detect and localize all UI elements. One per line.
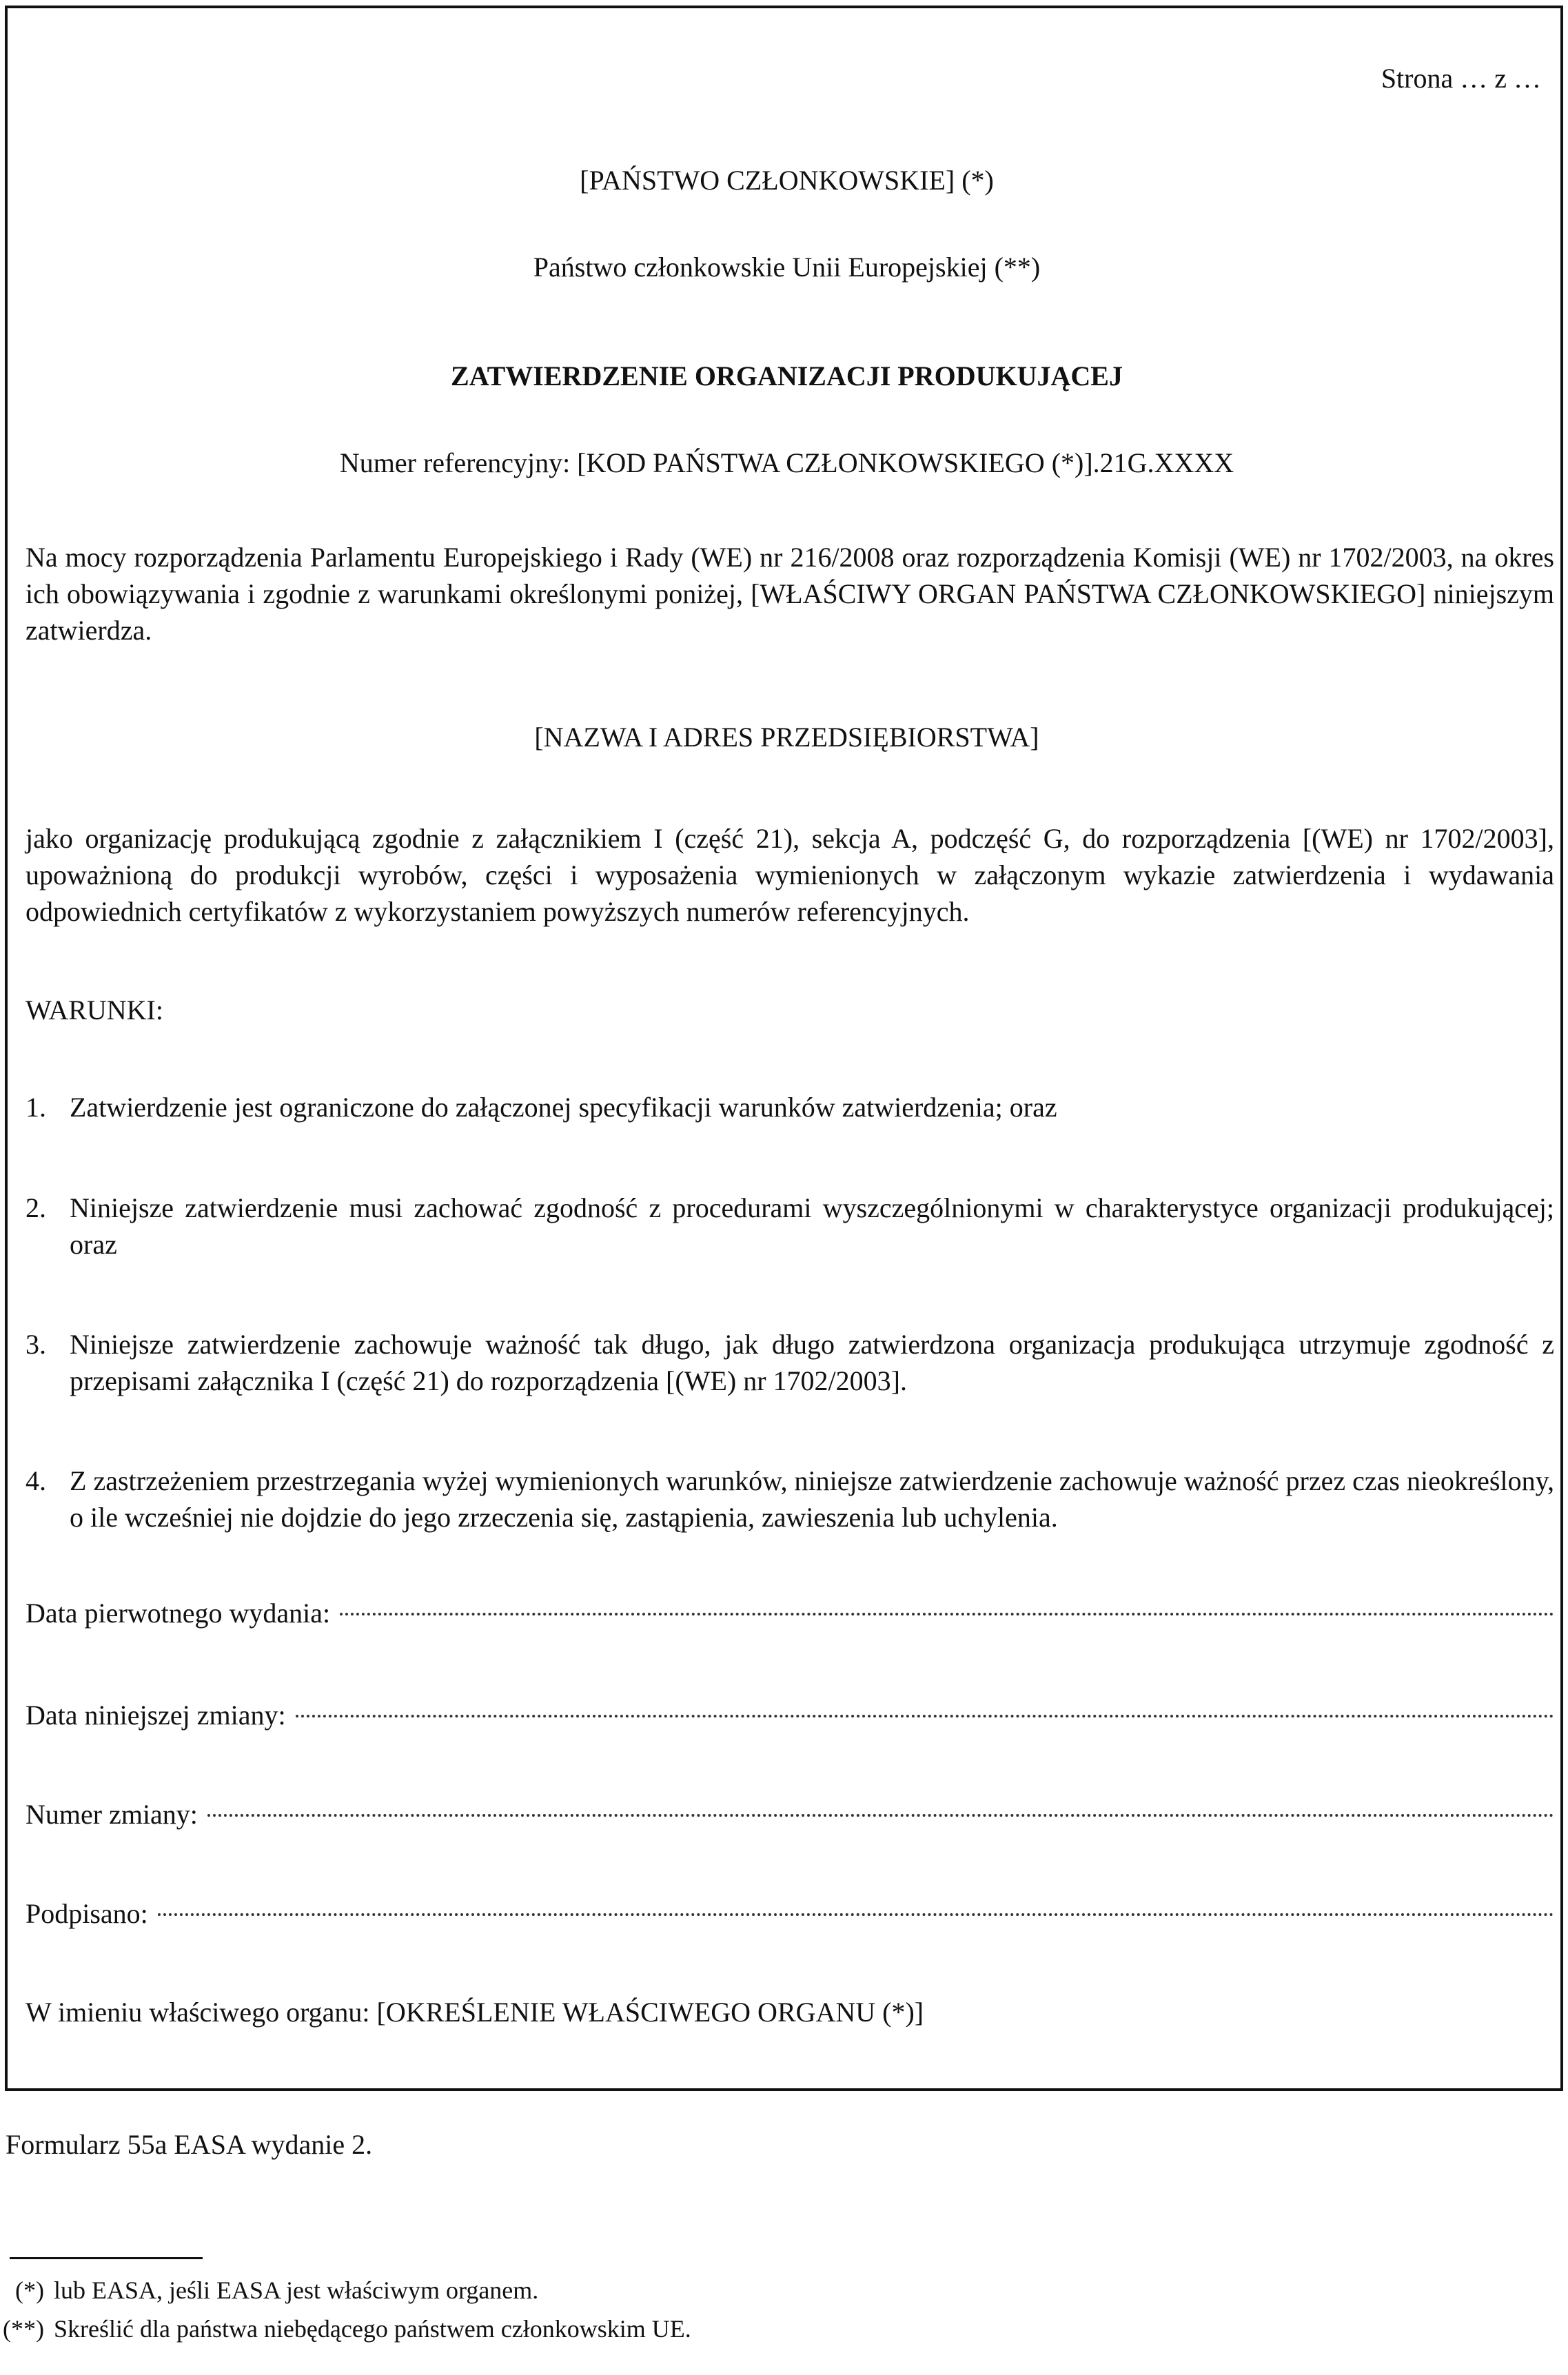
signed-dotted-line[interactable] — [158, 1913, 1554, 1916]
original-issue-date-dotted-line[interactable] — [340, 1613, 1554, 1615]
revision-date-label: Data niniejszej zmiany: — [26, 1700, 286, 1731]
member-state-heading: [PAŃSTWO CZŁONKOWSKIE] (*) — [580, 165, 994, 196]
condition-item — [26, 1190, 1554, 1263]
original-issue-date-label: Data pierwotnego wydania: — [26, 1598, 331, 1629]
condition-number: 3. — [26, 1329, 46, 1360]
condition-item — [26, 1326, 1554, 1399]
original-issue-date-field[interactable] — [26, 1595, 1554, 1631]
revision-number-dotted-line[interactable] — [207, 1814, 1554, 1817]
conditions-heading: WARUNKI: — [26, 995, 163, 1026]
revision-number-label: Numer zmiany: — [26, 1799, 198, 1830]
footnote — [0, 2274, 538, 2306]
condition-text: Zatwierdzenie jest ograniczone do załączonej specyfikacji warunków zatwierdzenia; oraz — [70, 1092, 1057, 1123]
footnote — [0, 2313, 691, 2345]
condition-text: Niniejsze zatwierdzenie zachowuje ważność tak długo, jak długo zatwierdzona organizacja produkująca utrzymuje zgodność z przepisami załącznika I (część 21) do rozporządzenia [(WE) nr 1702/2003]. — [70, 1329, 1554, 1396]
condition-item — [26, 1089, 1554, 1125]
footnote-mark: (**) — [3, 2315, 44, 2343]
approval-paragraph: jako organizację produkującą zgodnie z załącznikiem I (część 21), sekcja A, podczęść G, do rozporządzenia [(WE) nr 1702/2003], upoważnioną do produkcji wyrobów, części i wyposażenia wymienionych w załączonym wykazie zatwierdzenia i wydawania odpowiednich certyfikatów z wykorzystaniem powyższych numerów referencyjnych. — [26, 823, 1554, 927]
form-title: ZATWIERDZENIE ORGANIZACJI PRODUKUJĄCEJ — [451, 360, 1123, 391]
condition-number: 2. — [26, 1192, 46, 1223]
signed-field[interactable] — [26, 1895, 1554, 1932]
footnote-text: lub EASA, jeśli EASA jest właściwym organem. — [54, 2276, 539, 2304]
footnote-mark: (*) — [15, 2276, 44, 2304]
signed-label: Podpisano: — [26, 1898, 148, 1929]
reference-number: Numer referencyjny: [KOD PAŃSTWA CZŁONKOWSKIEGO (*)].21G.XXXX — [339, 447, 1234, 478]
condition-number: 4. — [26, 1465, 46, 1496]
intro-paragraph: Na mocy rozporządzenia Parlamentu Europejskiego i Rady (WE) nr 216/2008 oraz rozporządzenia Komisji (WE) nr 1702/2003, na okres ich obowiązywania i zgodnie z warunkami określonymi poniżej, [WŁAŚCIWY ORGAN PAŃSTWA CZŁONKOWSKIEGO] niniejszym zatwierdza. — [26, 542, 1554, 646]
revision-date-field[interactable] — [26, 1697, 1554, 1733]
condition-item — [26, 1462, 1554, 1536]
revision-date-dotted-line[interactable] — [296, 1715, 1554, 1717]
revision-number-field[interactable] — [26, 1796, 1554, 1833]
on-behalf-of-authority: W imieniu właściwego organu: [OKREŚLENIE WŁAŚCIWEGO ORGANU (*)] — [26, 1997, 924, 2028]
page-counter: Strona … z … — [1381, 63, 1541, 94]
condition-text: Niniejsze zatwierdzenie musi zachować zgodność z procedurami wyszczególnionymi w charakterystyce organizacji produkującej; oraz — [70, 1192, 1554, 1260]
member-state-eu-heading: Państwo członkowskie Unii Europejskiej (**) — [533, 252, 1041, 283]
footnote-text: Skreślić dla państwa niebędącego państwem członkowskim UE. — [54, 2315, 691, 2343]
condition-text: Z zastrzeżeniem przestrzegania wyżej wymienionych warunków, niniejsze zatwierdzenie zachowuje ważność przez czas nieokreślony, o ile wcześniej nie dojdzie do jego zrzeczenia się, zastąpienia, zawieszenia lub uchylenia. — [70, 1465, 1554, 1533]
form-identifier: Formularz 55a EASA wydanie 2. — [6, 2129, 373, 2160]
condition-number: 1. — [26, 1092, 46, 1123]
footnote-divider — [10, 2257, 203, 2259]
form-frame — [5, 6, 1563, 2091]
company-name-address: [NAZWA I ADRES PRZEDSIĘBIORSTWA] — [534, 722, 1039, 753]
